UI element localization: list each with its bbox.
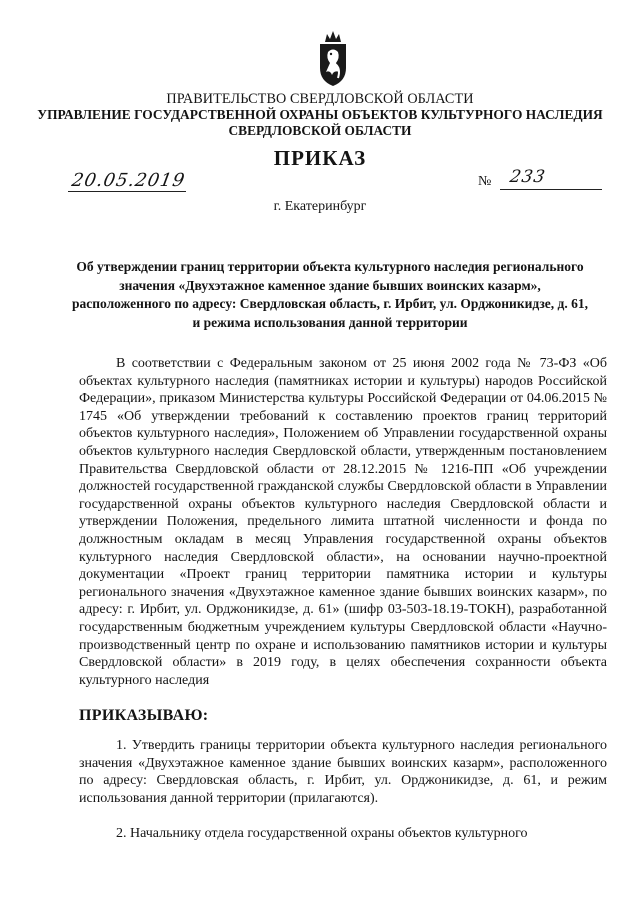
number-label: № xyxy=(478,174,492,189)
handwritten-number: 233 xyxy=(508,167,548,187)
document-type: ПРИКАЗ xyxy=(273,146,367,170)
order-title: Об утверждении границ территории объекта культурного наследия регионального значения «Двухэтажное каменное здание бывших воинских казарм», расположенного по адресу: Свердловская область, г. Ирбит, ул. Орджоникидзе, д. 61, и режима использования данной территории xyxy=(71,259,589,330)
number-field xyxy=(500,167,602,190)
handwritten-date: 20.05.2019 xyxy=(70,170,187,191)
order-item-1: 1. Утвердить границы территории объекта культурного наследия регионального значения «Двухэтажное каменное здание бывших воинских казарм», расположенного по адресу: Свердловская область, г. Ирбит, ул. Орджоникидзе, д. 61, и режим использования данной территории (прилагаются). xyxy=(79,738,607,806)
date-field xyxy=(68,171,186,192)
order-item-2: 2. Начальнику отдела государственной охраны объектов культурного xyxy=(116,826,528,841)
preamble-paragraph: В соответствии с Федеральным законом от 25 июня 2002 года № 73-ФЗ «Об объектах культурного наследия (памятниках истории и культуры) народов Российской Федерации», приказом Министерства культуры Российской Федерации от 04.06.2015 № 1745 «Об утверждении требований к составлению проектов границ территорий объектов культурного наследия», Положением об Управлении государственной охраны объектов культурного наследия Свердловской области, утвержденным постановлением Правительства Свердловской области от 28.12.2015 № 1216-ПП «Об учреждении должностей государственной гражданской службы Свердловской области в Управлении государственной охраны объектов культурного наследия Свердловской области и утверждении Положения, предельного лимита штатной численности и фонда по должностным окладам в месяц Управления государственной охраны объектов культурного наследия Свердловской области», на основании научно-проектной документации «Проект границ территории памятника истории и культуры регионального значения «Двухэтажное каменное здание бывших воинских казарм», по адресу: г. Ирбит, ул. Орджоникидзе, д. 61» (шифр 03-503-18.19-ТОКН), разработанной государственным бюджетным учреждением культуры Свердловской области «Научно-производственный центр по охране и использованию памятников истории и культуры Свердловской области» в 2019 году, в целях обеспечения сохранности объекта культурного наследия xyxy=(79,356,607,688)
department-name: УПРАВЛЕНИЕ ГОСУДАРСТВЕННОЙ ОХРАНЫ ОБЪЕКТОВ КУЛЬТУРНОГО НАСЛЕДИЯ СВЕРДЛОВСКОЙ ОБЛАСТИ xyxy=(37,107,603,138)
coat-of-arms-icon xyxy=(315,28,351,88)
order-heading: ПРИКАЗЫВАЮ: xyxy=(79,707,209,724)
government-name: ПРАВИТЕЛЬСТВО СВЕРДЛОВСКОЙ ОБЛАСТИ xyxy=(166,91,474,107)
city: г. Екатеринбург xyxy=(273,199,367,214)
